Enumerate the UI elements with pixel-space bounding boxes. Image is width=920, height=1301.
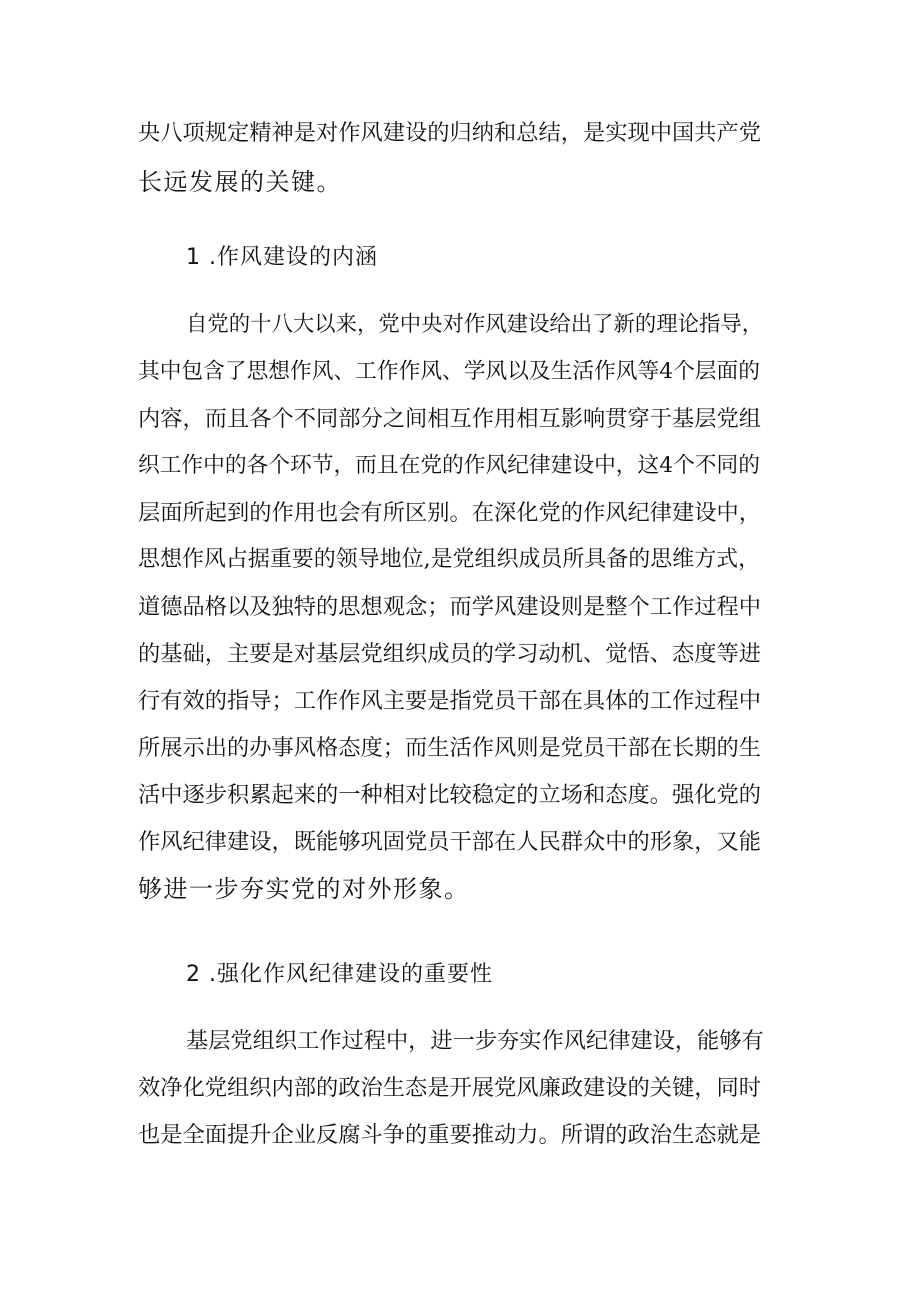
paragraph-line: 活中逐步积累起来的一种相对比较稳定的立场和态度。强化党的 — [138, 782, 761, 808]
paragraph-line: 其中包含了思想作风、工作作风、学风以及生活作风等4个层面的 — [138, 359, 760, 384]
paragraph-line: 行有效的指导；工作作风主要是指党员干部在具体的工作过程中 — [138, 688, 761, 714]
paragraph-line: 够进一步夯实党的对外形象。 — [138, 875, 470, 903]
paragraph-line: 自党的十八大以来，党中央对作风建设给出了新的理论指导， — [186, 312, 764, 337]
paragraph-line: 道德品格以及独特的思想观念；而学风建设则是整个工作过程中 — [138, 594, 761, 620]
section-heading: 2 .强化作风纪律建设的重要性 — [186, 962, 493, 987]
paragraph-line: 内容，而且各个不同部分之间相互作用相互影响贯穿于基层党组 — [138, 406, 761, 432]
paragraph-line: 的基础，主要是对基层党组织成员的学习动机、觉悟、态度等进 — [138, 641, 761, 667]
paragraph-line: 央八项规定精神是对作风建设的归纳和总结，是实现中国共产党 — [138, 120, 761, 146]
paragraph-line: 基层党组织工作过程中，进一步夯实作风纪律建设，能够有 — [186, 1028, 764, 1054]
paragraph-line: 思想作风占据重要的领导地位,是党组织成员所具备的思维方式， — [138, 547, 761, 572]
paragraph-line: 作风纪律建设，既能够巩固党员干部在人民群众中的形象，又能 — [138, 829, 761, 855]
section-heading: 1 .作风建设的内涵 — [186, 245, 378, 270]
paragraph-line: 效净化党组织内部的政治生态是开展党风廉政建设的关键，同时 — [138, 1075, 761, 1101]
paragraph-line: 层面所起到的作用也会有所区别。在深化党的作风纪律建设中， — [138, 500, 761, 526]
paragraph-line: 所展示出的办事风格态度；而生活作风则是党员干部在长期的生 — [138, 735, 761, 761]
paragraph-line: 织工作中的各个环节，而且在党的作风纪律建设中，这4个不同的 — [138, 453, 760, 478]
paragraph-line: 长远发展的关键。 — [138, 168, 342, 196]
paragraph-line: 也是全面提升企业反腐斗争的重要推动力。所谓的政治生态就是 — [138, 1122, 761, 1148]
